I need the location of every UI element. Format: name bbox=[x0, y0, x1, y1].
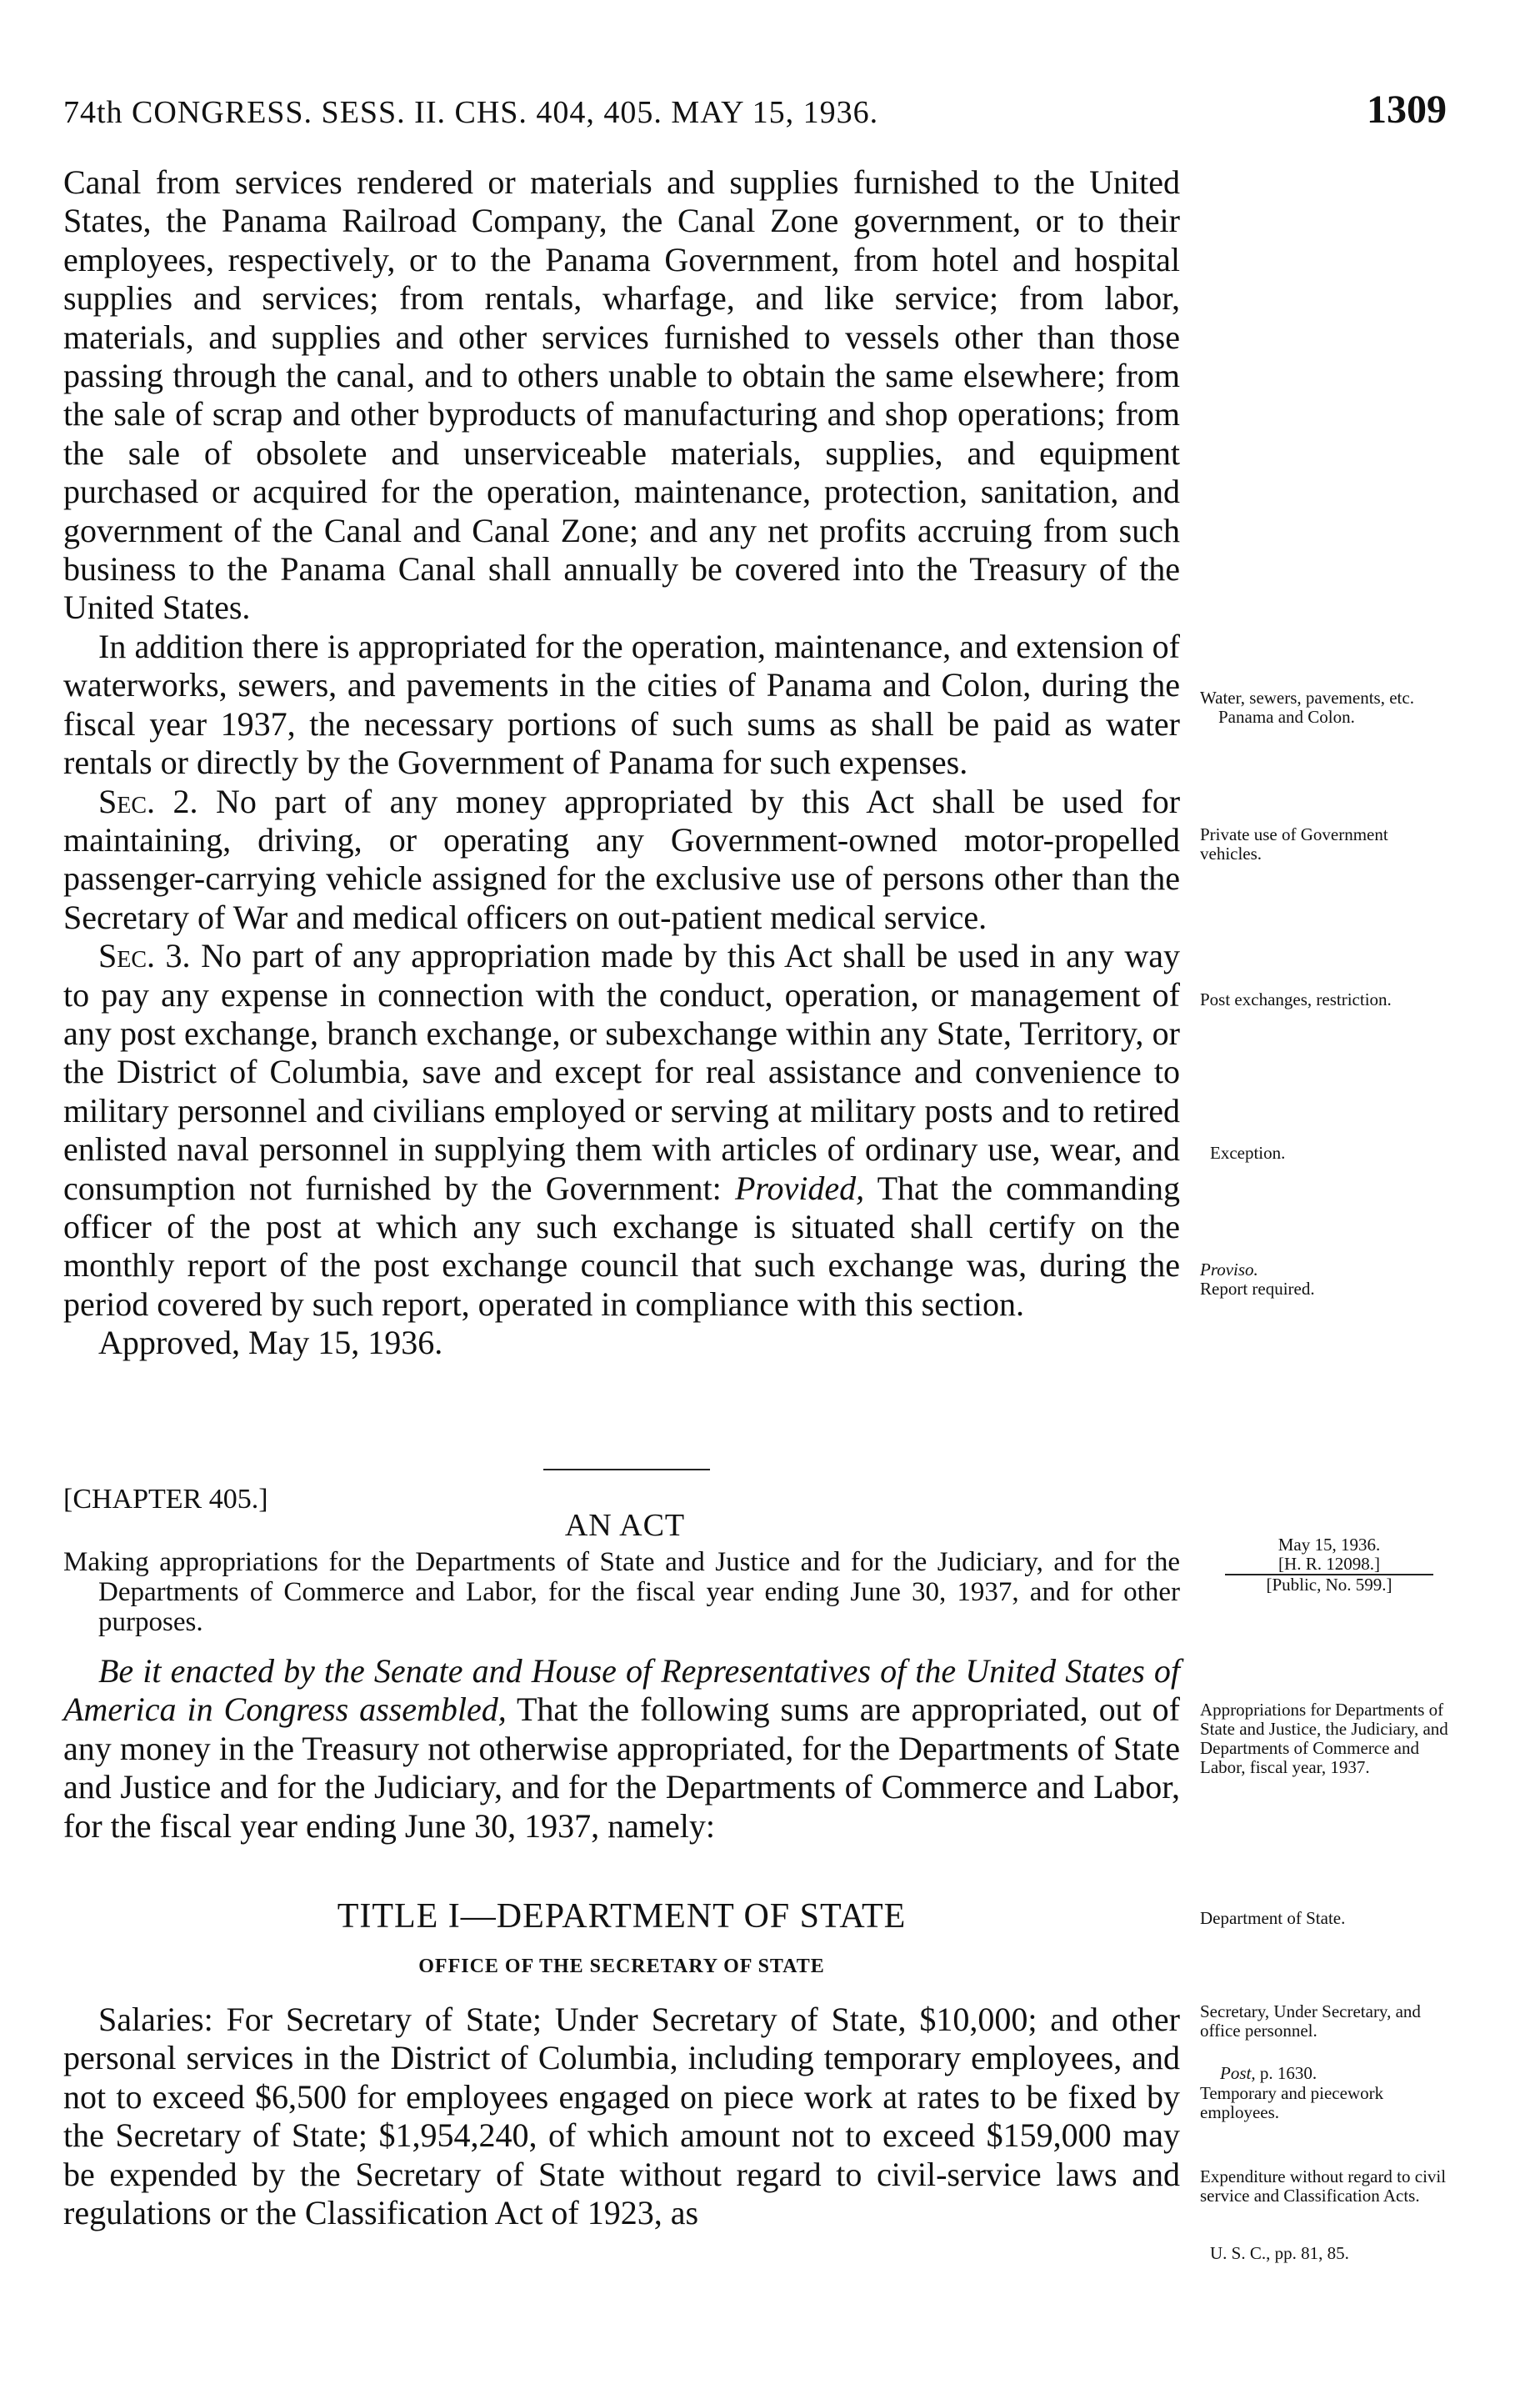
proviso-word: Provided, bbox=[734, 1169, 865, 1207]
paragraph-waterworks: In addition there is appropriated for the operation, maintenance, and extension of waterworks, sewers, and pavements in the cities of Panama and Colon, during the fiscal year 1937, the necessary portions of such sums as shall be paid as water rentals or directly by the Government of Panama for such expenses. bbox=[63, 627, 1180, 782]
enacting-clause bbox=[63, 1652, 1180, 1846]
section-2-label: Sec. 2. bbox=[98, 782, 198, 820]
section-2-text: No part of any money appropriated by this Act shall be used for maintaining, driving, or operating any Government-owned motor-propelled passenger-carrying vehicle assigned for the exclusive use of persons other than the Secretary of War and medical officers on out-patient medical service. bbox=[63, 782, 1181, 936]
salaries-paragraph bbox=[63, 2001, 1180, 2232]
approved-line: Approved, May 15, 1936. bbox=[98, 1324, 443, 1362]
margin-note-vehicles: Private use of Government vehicles. bbox=[1200, 824, 1388, 864]
running-head bbox=[63, 87, 1447, 137]
section-divider-rule bbox=[543, 1469, 710, 1470]
margin-note-usc: U. S. C., pp. 81, 85. bbox=[1210, 2243, 1349, 2263]
margin-note-bill: [H. R. 12098.] bbox=[1225, 1555, 1433, 1575]
section-3-text-a: No part of any appropriation made by this Act shall be used in any way to pay any expense in connection with the conduct, operation, or management of any post exchange, branch exchange, or subexchange within any State, Territory, or the District of Columbia, save and except for real assistance and convenience to military personnel and civilians employed or serving at military posts and to retired enlisted naval personnel in supplying them with articles of ordinary use, wear, and consumption not furnished by the Government: bbox=[63, 937, 1180, 1207]
page-number: 1309 bbox=[1367, 88, 1447, 132]
margin-note-post-ref-word: Post, bbox=[1220, 2063, 1256, 2083]
section-3-text-b: That the commanding officer of the post at which any such exchange is situated shall certify on the monthly report of the post exchange council that such exchange was, during the period covered by such report, operated in compliance with this section. bbox=[63, 1169, 1181, 1323]
title-heading: TITLE I—DEPARTMENT OF STATE bbox=[337, 1897, 907, 1936]
office-heading: OFFICE OF THE SECRETARY OF STATE bbox=[418, 1956, 825, 1977]
margin-note-appropriations: Appropriations for Departments of State and Justice, the Judiciary, and Departments of Commerce and Labor, fiscal year, 1937. bbox=[1200, 1700, 1448, 1777]
act-heading: AN ACT bbox=[564, 1508, 686, 1543]
salaries-text: Salaries: For Secretary of State; Under Secretary of State, $10,000; and other personal services in the District of Columbia, including temporary employees, and not to exceed $6,500 for employees engaged on piece work at rates to be fixed by the Secretary of State; $1,954,240, of which amount not to exceed $159,000 may be expended by the Secretary of State without regard to civil-service laws and regulations or the Classification Act of 1923, as bbox=[63, 2001, 1180, 2232]
section-2 bbox=[63, 783, 1180, 938]
margin-note-public-no: [Public, No. 599.] bbox=[1266, 1575, 1392, 1595]
margin-note-exception: Exception. bbox=[1210, 1143, 1286, 1163]
margin-note-dept-state: Department of State. bbox=[1200, 1908, 1346, 1928]
margin-note-water bbox=[1200, 689, 1450, 727]
margin-note-expenditure: Expenditure without regard to civil service and Classification Acts. bbox=[1200, 2166, 1447, 2206]
margin-note-post-ref-page: p. 1630. bbox=[1259, 2063, 1318, 2083]
main-text-column bbox=[63, 163, 1180, 1363]
section-3-label: Sec. 3. bbox=[98, 937, 191, 975]
margin-note-temporary: Temporary and piecework employees. bbox=[1200, 2083, 1384, 2122]
enacting-rest: That the following sums are appropriated, out of any money in the Treasury not otherwise appropriated, for the Departments of State and Justice and for the Judiciary, and for the Departments of Commerce and Labor, for the fiscal year ending June 30, 1937, namely: bbox=[63, 1690, 1180, 1845]
margin-note-post-exchanges: Post exchanges, restriction. bbox=[1200, 989, 1392, 1009]
running-title: 74th CONGRESS. SESS. II. CHS. 404, 405. MAY 15, 1936. bbox=[63, 95, 879, 130]
margin-note-proviso bbox=[1200, 1260, 1450, 1299]
section-3 bbox=[63, 937, 1180, 1324]
margin-note-secretary: Secretary, Under Secretary, and office personnel. bbox=[1200, 2001, 1421, 2041]
paragraph-canal-receipts: Canal from services rendered or materials and supplies furnished to the United States, the Panama Railroad Company, the Canal Zone government, or to their employees, respectively, or to the Panama Government, from hotel and hospital supplies and services; from rentals, wharfage, and like service; from labor, materials, and supplies and other services furnished to vessels other than those passing through the canal, and to others unable to obtain the same elsewhere; from the sale of scrap and other byproducts of manufacturing and shop operations; from the sale of obsolete and unserviceable materials, supplies, and equipment purchased or acquired for the operation, maintenance, protection, sanitation, and government of the Canal and Canal Zone; and any net profits accruing from such business to the Panama Canal shall annually be covered into the Treasury of the United States. bbox=[63, 163, 1180, 627]
margin-note-water-text: Water, sewers, pavements, etc. bbox=[1200, 688, 1414, 708]
margin-note-date-block bbox=[1225, 1535, 1433, 1595]
margin-note-water-sub: Panama and Colon. bbox=[1218, 707, 1355, 727]
enacting-italic: Be it enacted by the Senate and House of Representatives of the United States of America in Congress assembled, bbox=[63, 1652, 1180, 1729]
margin-note-report-required: Report required. bbox=[1200, 1279, 1315, 1299]
margin-note-proviso-label: Proviso. bbox=[1200, 1260, 1258, 1280]
act-description-text: Making appropriations for the Departments of State and Justice and for the Judiciary, and for the Departments of Commerce and Labor, for the fiscal year ending June 30, 1937, and for other purposes. bbox=[63, 1547, 1180, 1637]
chapter-label: [CHAPTER 405.] bbox=[63, 1484, 268, 1515]
margin-note-post-ref bbox=[1200, 2064, 1470, 2083]
act-description bbox=[63, 1547, 1180, 1637]
margin-note-date: May 15, 1936. bbox=[1278, 1535, 1381, 1555]
